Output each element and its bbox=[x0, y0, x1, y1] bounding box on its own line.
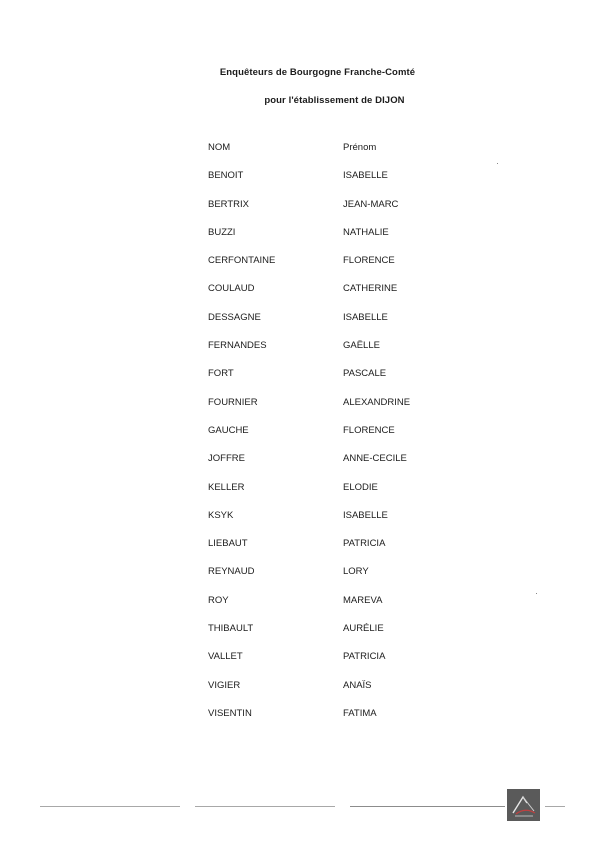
institution-logo-icon bbox=[507, 789, 540, 821]
firstname-cell: ISABELLE bbox=[343, 311, 388, 323]
surname-cell: KELLER bbox=[208, 481, 245, 493]
firstname-cell: ALEXANDRINE bbox=[343, 396, 411, 408]
table-row bbox=[208, 510, 468, 538]
firstname-cell: ISABELLE bbox=[343, 170, 388, 182]
table-row bbox=[208, 566, 468, 594]
table-row bbox=[208, 425, 468, 453]
firstname-cell: ELODIE bbox=[343, 481, 378, 493]
scan-speck bbox=[497, 163, 498, 164]
firstname-cell: LORY bbox=[343, 566, 369, 578]
firstname-cell: GAËLLE bbox=[343, 340, 380, 352]
surname-cell: VIGIER bbox=[208, 679, 241, 691]
table-row bbox=[208, 255, 468, 283]
table-row bbox=[208, 453, 468, 481]
surname-cell: FOURNIER bbox=[208, 396, 258, 408]
table-body bbox=[208, 170, 468, 736]
column-header-nom: NOM bbox=[208, 142, 231, 153]
surname-cell: BENOIT bbox=[208, 170, 244, 182]
firstname-cell: JEAN-MARC bbox=[343, 198, 399, 210]
surname-cell: FERNANDES bbox=[208, 340, 267, 352]
surname-cell: ROY bbox=[208, 594, 229, 606]
firstname-cell: FATIMA bbox=[343, 707, 377, 719]
firstname-cell: AURÉLIE bbox=[343, 623, 384, 635]
firstname-cell: PASCALE bbox=[343, 368, 387, 380]
firstname-cell: CATHERINE bbox=[343, 283, 398, 295]
firstname-cell: FLORENCE bbox=[343, 424, 395, 436]
table-row bbox=[208, 199, 468, 227]
surname-cell: BUZZI bbox=[208, 226, 236, 238]
table-row bbox=[208, 170, 468, 198]
table-row bbox=[208, 708, 468, 736]
scan-speck bbox=[536, 593, 537, 594]
footer-rule bbox=[545, 806, 565, 807]
document-subtitle: pour l'établissement de DIJON bbox=[264, 95, 405, 106]
firstname-cell: ISABELLE bbox=[343, 509, 388, 521]
surname-cell: VISENTIN bbox=[208, 707, 252, 719]
names-table bbox=[208, 142, 468, 736]
firstname-cell: NATHALIE bbox=[343, 226, 389, 238]
column-header-prenom: Prénom bbox=[343, 142, 377, 153]
surname-cell: LIEBAUT bbox=[208, 538, 248, 550]
table-row bbox=[208, 595, 468, 623]
firstname-cell: PATRICIA bbox=[343, 651, 386, 663]
table-row bbox=[208, 340, 468, 368]
surname-cell: BERTRIX bbox=[208, 198, 250, 210]
firstname-cell: MAREVA bbox=[343, 594, 383, 606]
table-row bbox=[208, 397, 468, 425]
firstname-cell: ANAÏS bbox=[343, 679, 372, 691]
surname-cell: CERFONTAINE bbox=[208, 255, 276, 267]
firstname-cell: ANNE-CECILE bbox=[343, 453, 407, 465]
table-row bbox=[208, 312, 468, 340]
footer-rule bbox=[40, 806, 180, 807]
document-title: Enquêteurs de Bourgogne Franche-Comté bbox=[219, 67, 416, 78]
table-row bbox=[208, 368, 468, 396]
surname-cell: KSYK bbox=[208, 509, 234, 521]
firstname-cell: FLORENCE bbox=[343, 255, 395, 267]
table-row bbox=[208, 482, 468, 510]
surname-cell: GAUCHE bbox=[208, 424, 249, 436]
surname-cell: REYNAUD bbox=[208, 566, 255, 578]
surname-cell: JOFFRE bbox=[208, 453, 245, 465]
table-row bbox=[208, 680, 468, 708]
surname-cell: COULAUD bbox=[208, 283, 255, 295]
surname-cell: FORT bbox=[208, 368, 234, 380]
surname-cell: DESSAGNE bbox=[208, 311, 261, 323]
table-row bbox=[208, 651, 468, 679]
table-row bbox=[208, 623, 468, 651]
footer-rule bbox=[195, 806, 335, 807]
surname-cell: VALLET bbox=[208, 651, 243, 663]
table-row bbox=[208, 538, 468, 566]
surname-cell: THIBAULT bbox=[208, 623, 254, 635]
footer-rule bbox=[350, 806, 505, 807]
firstname-cell: PATRICIA bbox=[343, 538, 386, 550]
table-row bbox=[208, 283, 468, 311]
table-header-row bbox=[208, 142, 468, 170]
table-row bbox=[208, 227, 468, 255]
